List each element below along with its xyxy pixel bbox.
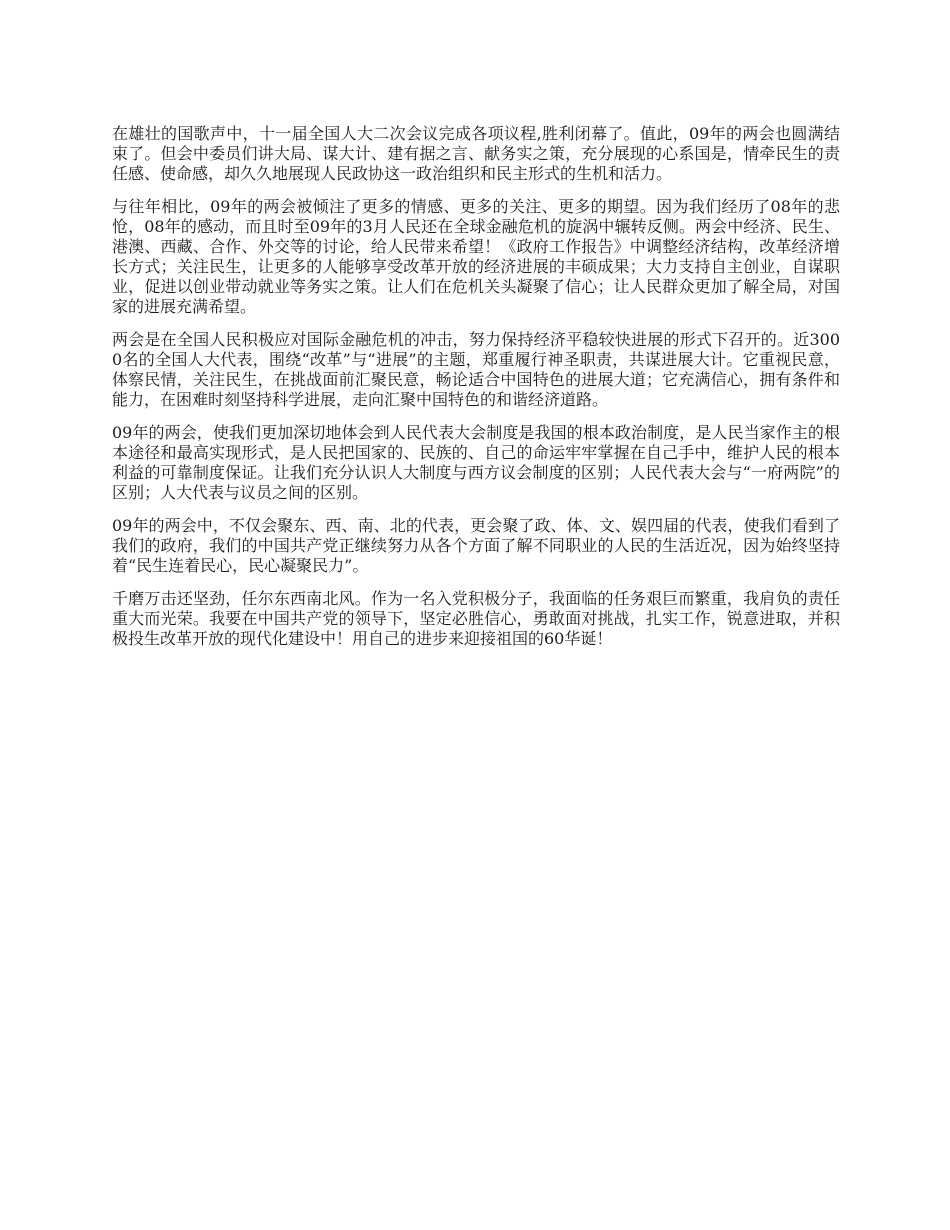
paragraph-4: 09年的两会，使我们更加深切地体会到人民代表大会制度是我国的根本政治制度，是人民当家作主的根本途径和最高实现形式，是人民把国家的、民族的、自己的命运牢牢掌握在自己手中，维护人民的根本利益的可靠制度保证。让我们充分认识人大制度与西方议会制度的区别；人民代表大会与“一府两院”的区别；人大代表与议员之间的区别。: [112, 423, 840, 502]
document-body: [112, 124, 840, 662]
paragraph-3: 两会是在全国人民积极应对国际金融危机的冲击，努力保持经济平稳较快进展的形式下召开的。近3000名的全国人大代表，围绕“改革”与“进展”的主题，郑重履行神圣职责，共谋进展大计。它重视民意，体察民情，关注民生，在挑战面前汇聚民意，畅论适合中国特色的进展大道；它充满信心，拥有条件和能力，在困难时刻坚持科学进展，走向汇聚中国特色的和谐经济道路。: [112, 330, 840, 409]
paragraph-5: 09年的两会中，不仅会聚东、西、南、北的代表，更会聚了政、体、文、娱四届的代表，使我们看到了我们的政府，我们的中国共产党正继续努力从各个方面了解不同职业的人民的生活近况，因为始终坚持着“民生连着民心，民心凝聚民力”。: [112, 516, 840, 575]
paragraph-1: 在雄壮的国歌声中，十一届全国人大二次会议完成各项议程,胜利闭幕了。值此，09年的两会也圆满结束了。但会中委员们讲大局、谋大计、建有据之言、献务实之策，充分展现的心系国是，情牵民生的责任感、使命感，却久久地展现人民政协这一政治组织和民主形式的生机和活力。: [112, 124, 840, 183]
paragraph-6: 千磨万击还坚劲，任尔东西南北风。作为一名入党积极分子，我面临的任务艰巨而繁重，我肩负的责任重大而光荣。我要在中国共产党的领导下，坚定必胜信心，勇敢面对挑战，扎实工作，锐意进取，并积极投生改革开放的现代化建设中！用自己的进步来迎接祖国的60华诞！: [112, 589, 840, 648]
paragraph-2: 与往年相比，09年的两会被倾注了更多的情感、更多的关注、更多的期望。因为我们经历了08年的悲怆，08年的感动，而且时至09年的3月人民还在全球金融危机的旋涡中辗转反侧。两会中经济、民生、港澳、西藏、合作、外交等的讨论，给人民带来希望！《政府工作报告》中调整经济结构，改革经济增长方式；关注民生，让更多的人能够享受改革开放的经济进展的丰硕成果；大力支持自主创业，自谋职业，促进以创业带动就业等务实之策。让人们在危机关头凝聚了信心；让人民群众更加了解全局，对国家的进展充满希望。: [112, 197, 840, 316]
